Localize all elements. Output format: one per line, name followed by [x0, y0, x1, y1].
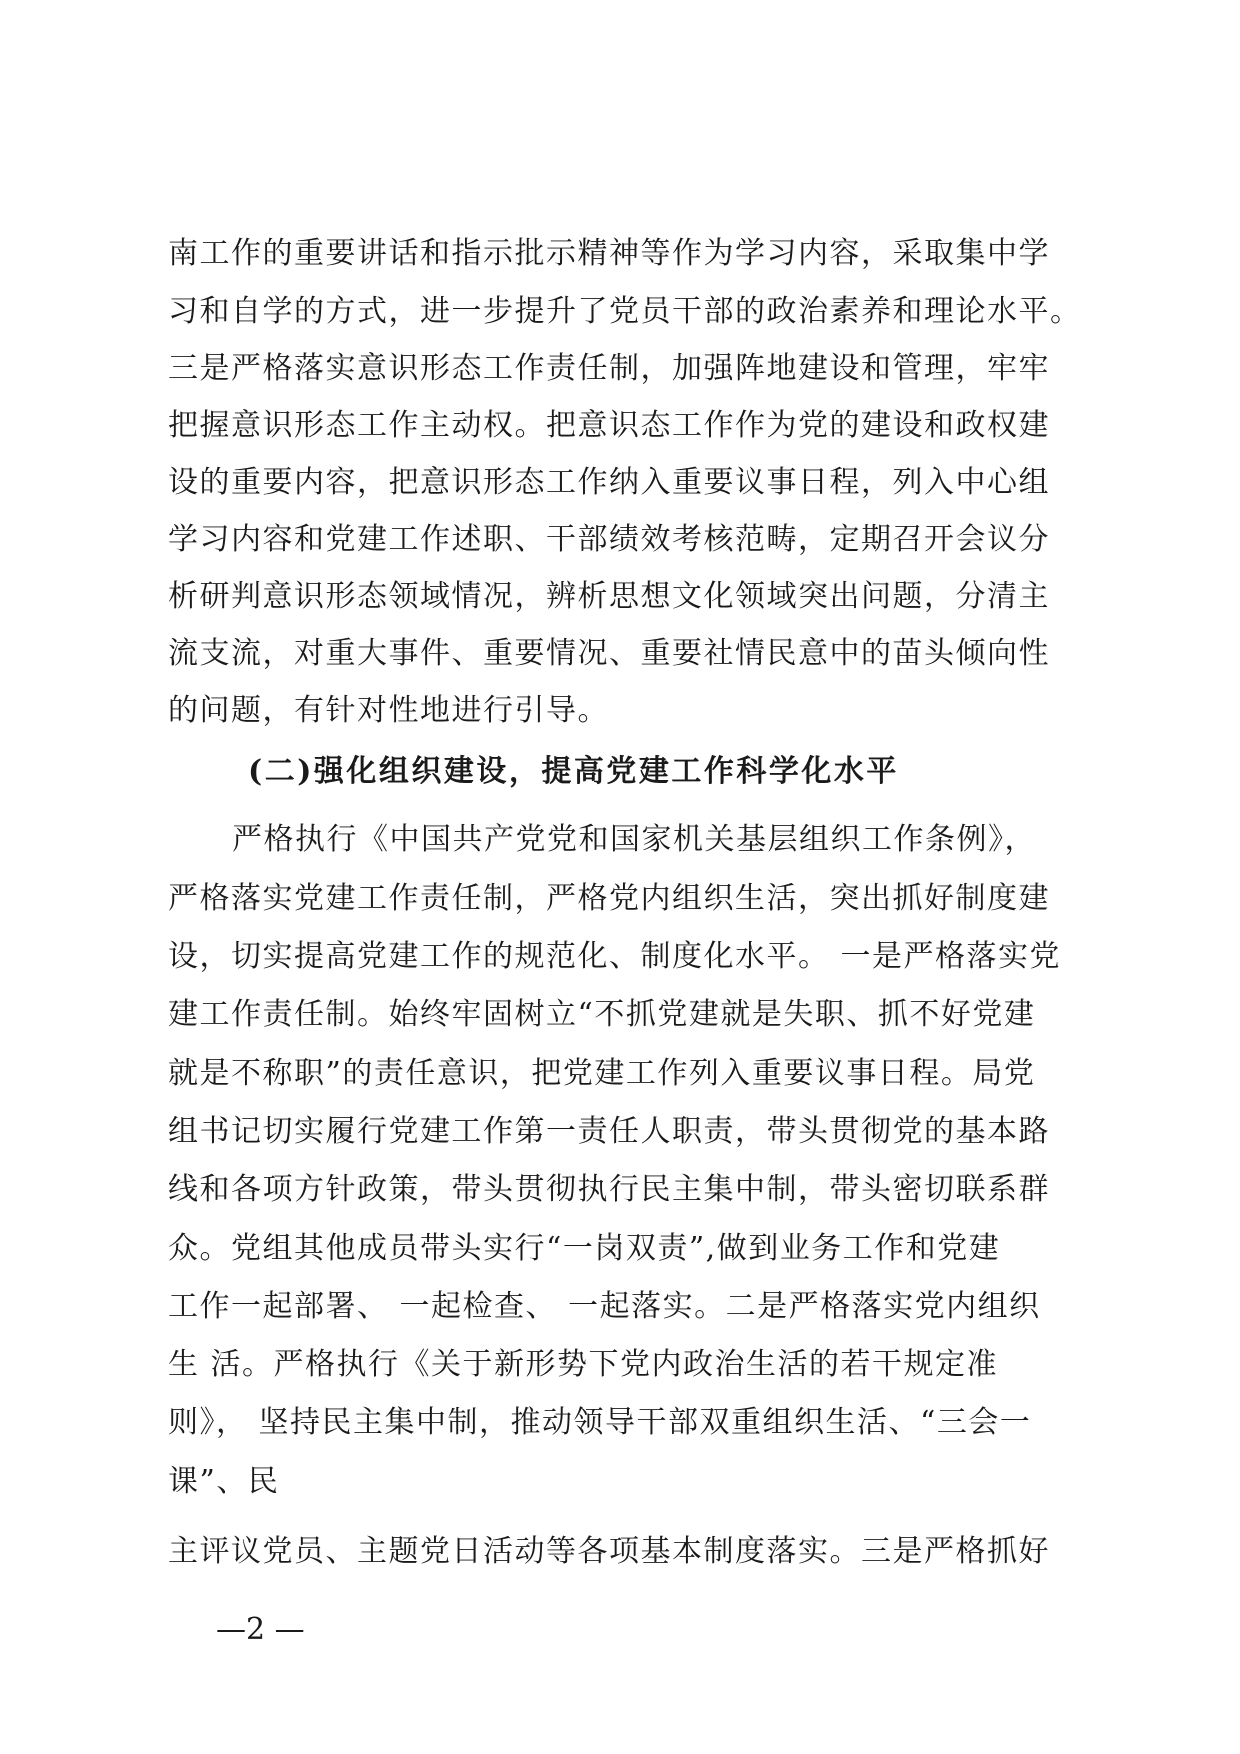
body-line: 三是严格落实意识形态工作责任制，加强阵地建设和管理，牢牢	[168, 351, 1050, 386]
body-line: 课”、民	[168, 1464, 280, 1499]
body-line: 严格落实党建工作责任制，严格党内组织生活，突出抓好制度建	[168, 881, 1050, 916]
body-line: 建工作责任制。始终牢固树立“不抓党建就是失职、抓不好党建	[168, 997, 1036, 1032]
body-line: 的问题，有针对性地进行引导。	[168, 693, 609, 728]
body-line: 生 活。严格执行《关于新形势下党内政治生活的若干规定准	[168, 1347, 999, 1382]
body-line: 主评议党员、主题党日活动等各项基本制度落实。三是严格抓好	[168, 1534, 1050, 1569]
section-heading: (二)强化组织建设，提高党建工作科学化水平	[248, 754, 899, 789]
body-line: 线和各项方针政策，带头贯彻执行民主集中制，带头密切联系群	[168, 1172, 1050, 1207]
body-line: 工作一起部署、 一起检查、 一起落实。二是严格落实党内组织	[168, 1289, 1041, 1324]
body-line: 析研判意识形态领域情况，辨析思想文化领域突出问题，分清主	[168, 579, 1050, 614]
body-line: 众。党组其他成员带头实行“一岗双责”,做到业务工作和党建	[168, 1231, 1001, 1266]
body-line: 设的重要内容，把意识形态工作纳入重要议事日程，列入中心组	[168, 465, 1050, 500]
body-line: 设，切实提高党建工作的规范化、制度化水平。 一是严格落实党	[168, 939, 1062, 974]
body-line: 习和自学的方式，进一步提升了党员干部的政治素养和理论水平。	[168, 294, 1082, 329]
body-line: 就是不称职”的责任意识，把党建工作列入重要议事日程。局党	[168, 1056, 1036, 1091]
page-number: —2 —	[216, 1612, 305, 1647]
body-line: 则》， 坚持民主集中制，推动领导干部双重组织生活、“三会一	[168, 1405, 1032, 1440]
body-line: 把握意识形态工作主动权。把意识态工作作为党的建设和政权建	[168, 408, 1050, 443]
body-line: 组书记切实履行党建工作第一责任人职责，带头贯彻党的基本路	[168, 1114, 1050, 1149]
body-line: 严格执行《中国共产党党和国家机关基层组织工作条例》，	[232, 822, 1036, 857]
body-line: 流支流，对重大事件、重要情况、重要社情民意中的苗头倾向性	[168, 636, 1050, 671]
body-line: 学习内容和党建工作述职、干部绩效考核范畴，定期召开会议分	[168, 522, 1050, 557]
body-line: 南工作的重要讲话和指示批示精神等作为学习内容，采取集中学	[168, 236, 1050, 271]
